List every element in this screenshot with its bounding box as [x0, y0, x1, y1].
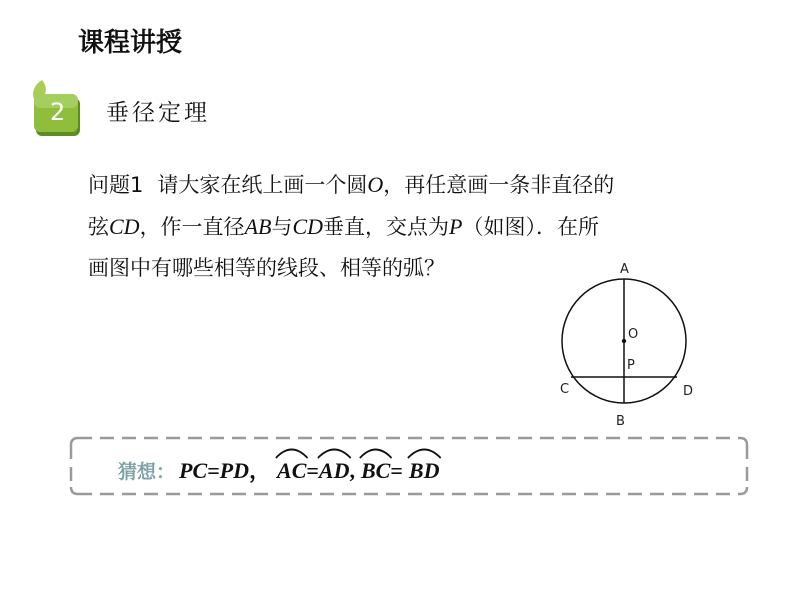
arc-label: BC — [360, 458, 391, 483]
point-symbol: P — [449, 214, 463, 239]
arc-mark-icon — [275, 445, 308, 459]
center-point — [622, 339, 626, 343]
section-number: 2 — [50, 98, 66, 126]
label-c: C — [560, 382, 570, 397]
label-o: O — [628, 327, 639, 342]
arc-mark-icon — [407, 445, 442, 459]
guess-statement — [118, 454, 439, 485]
arc-mark-icon — [317, 445, 352, 459]
separator: , — [349, 458, 355, 483]
arc-ac — [277, 458, 306, 484]
section-number-badge — [28, 76, 92, 140]
arc-ad — [319, 458, 350, 484]
chord-symbol: CD — [292, 214, 324, 239]
problem-text-fragment: 请大家在纸上画一个圆 — [157, 173, 368, 197]
circle-figure — [554, 256, 704, 436]
guess-label: 猜想： — [118, 461, 176, 483]
arc-label: AD — [318, 458, 350, 483]
circle-symbol: O — [367, 172, 384, 197]
section-title: 垂径定理 — [106, 100, 210, 126]
label-p: P — [627, 358, 635, 373]
problem-text-fragment: 与 — [271, 215, 293, 239]
problem-text-fragment: （如图）．在所 — [462, 215, 599, 239]
label-b: B — [616, 414, 625, 429]
arc-mark-icon — [359, 445, 392, 459]
arc-bc — [361, 458, 390, 484]
separator: ， — [249, 458, 272, 483]
label-a: A — [620, 262, 629, 277]
arc-label: BD — [408, 458, 440, 483]
arc-label: AC — [277, 458, 307, 483]
label-d: D — [683, 384, 694, 399]
page-title: 课程讲授 — [78, 28, 183, 58]
problem-label: 问题1 — [88, 173, 144, 197]
problem-text-fragment: 垂直，交点为 — [323, 215, 450, 239]
equals-sign: = — [390, 458, 403, 483]
problem-text-fragment: ，再任意画一条非直径的 — [383, 173, 615, 197]
arc-bd — [409, 458, 440, 484]
diameter-symbol: AB — [244, 214, 272, 239]
equals-sign: = — [306, 458, 319, 483]
problem-line-3: 画图中有哪些相等的线段、相等的弧？ — [88, 256, 445, 280]
problem-text-fragment: 弦 — [88, 215, 109, 239]
segment-equality: PC=PD — [179, 458, 249, 483]
problem-line-1 — [88, 164, 748, 206]
problem-text-fragment: ，作一直径 — [139, 215, 245, 239]
problem-line-2 — [88, 206, 748, 248]
chord-symbol: CD — [109, 214, 140, 239]
